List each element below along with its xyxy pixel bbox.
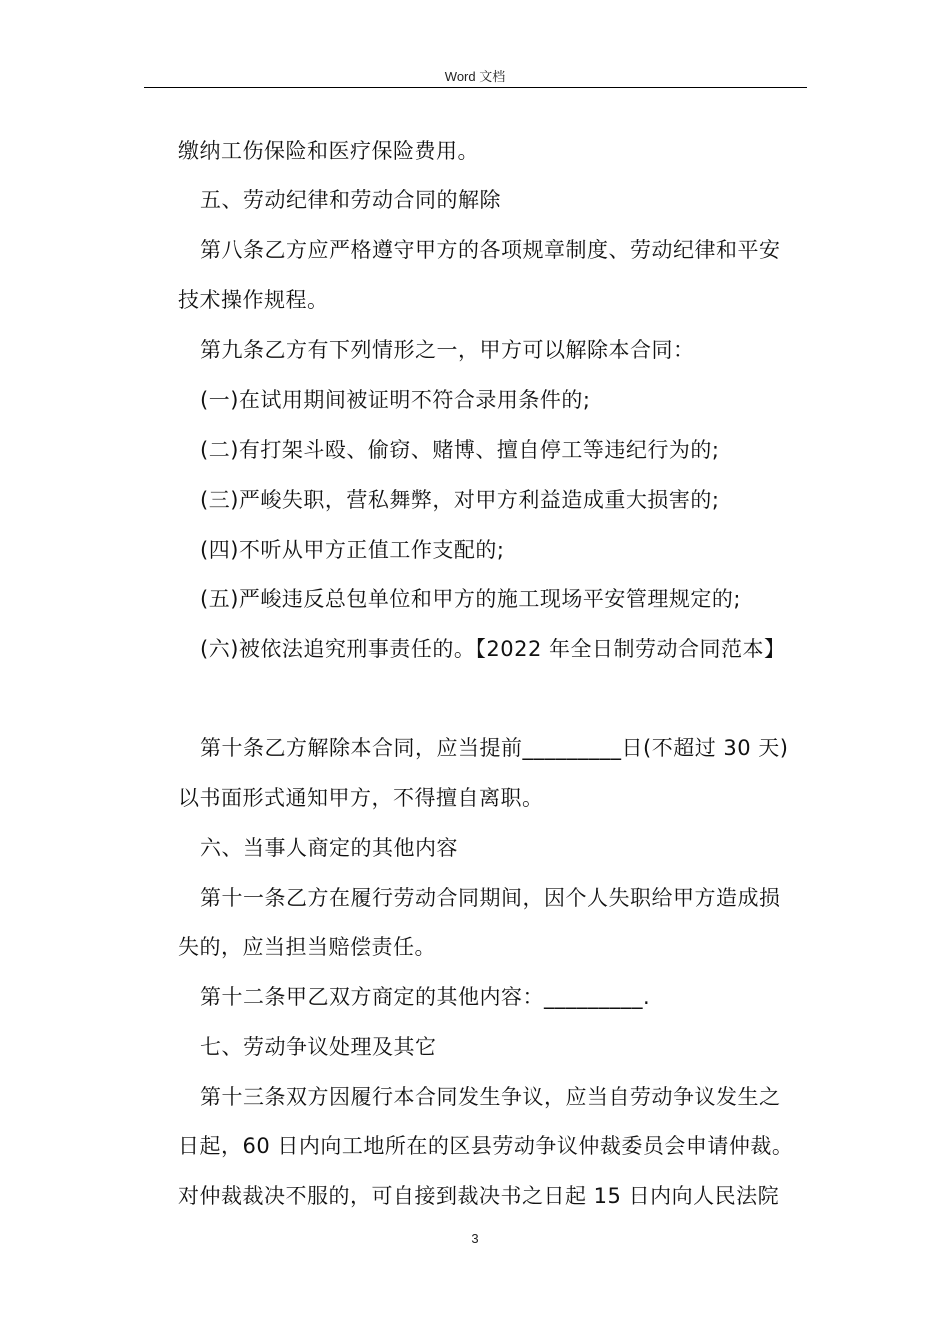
paragraph-line: 对仲裁裁决不服的，可自接到裁决书之日起 15 日内向人民法院 [178, 1184, 780, 1208]
section-heading: 五、劳动纪律和劳动合同的解除 [200, 188, 501, 212]
section-heading: 六、当事人商定的其他内容 [200, 836, 458, 860]
paragraph-line: 以书面形式通知甲方，不得擅自离职。 [178, 786, 544, 810]
paragraph-line: 技术操作规程。 [178, 288, 329, 312]
section-heading: 七、劳动争议处理及其它 [200, 1035, 437, 1059]
header-divider [144, 87, 807, 88]
paragraph-line: 日起，60 日内向工地所在的区县劳动争议仲裁委员会申请仲裁。 [178, 1134, 794, 1158]
page-number: 3 [471, 1231, 479, 1246]
list-item: (二)有打架斗殴、偷窃、赌博、擅自停工等违纪行为的; [200, 438, 720, 462]
paragraph-line: 失的，应当担当赔偿责任。 [178, 935, 436, 959]
paragraph-line: 第十三条双方因履行本合同发生争议，应当自劳动争议发生之 [200, 1085, 781, 1109]
paragraph-line: 第十一条乙方在履行劳动合同期间，因个人失职给甲方造成损 [200, 886, 781, 910]
page-header: Word 文档 [444, 69, 506, 84]
list-item: (三)严峻失职，营私舞弊，对甲方利益造成重大损害的; [200, 488, 720, 512]
paragraph-line: 第九条乙方有下列情形之一，甲方可以解除本合同： [200, 338, 695, 362]
list-item: (一)在试用期间被证明不符合录用条件的; [200, 388, 591, 412]
list-item: (五)严峻违反总包单位和甲方的施工现场平安管理规定的; [200, 587, 741, 611]
list-item: (六)被依法追究刑事责任的。【2022 年全日制劳动合同范本】 [200, 637, 786, 661]
paragraph-line: 缴纳工伤保险和医疗保险费用。 [178, 139, 479, 163]
paragraph-line: 第十二条甲乙双方商定的其他内容：_________. [200, 985, 651, 1009]
paragraph-line: 第八条乙方应严格遵守甲方的各项规章制度、劳动纪律和平安 [200, 238, 781, 262]
paragraph-line: 第十条乙方解除本合同，应当提前_________日(不超过 30 天) [200, 736, 789, 760]
list-item: (四)不听从甲方正值工作支配的; [200, 538, 505, 562]
